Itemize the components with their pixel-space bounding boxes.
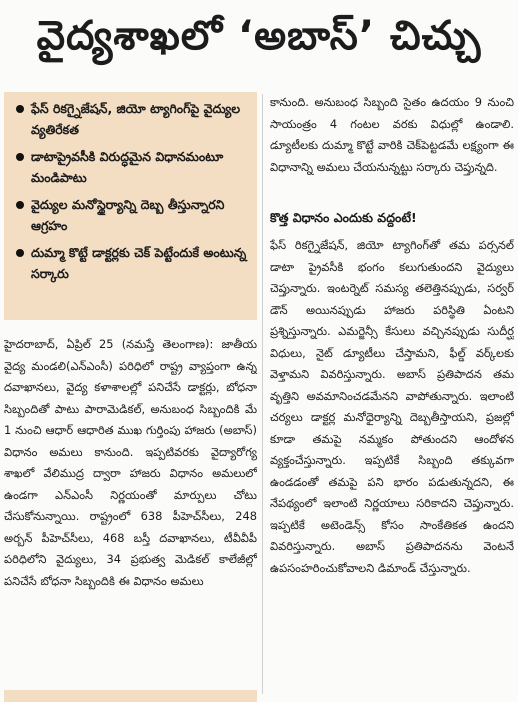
highlight-item bbox=[10, 146, 251, 188]
highlights-box bbox=[4, 92, 257, 320]
highlight-text: డాటాప్రైవసీకి విరుద్ధమైన విధానమంటూ మండిపాటు bbox=[31, 149, 224, 185]
left-body-paragraph: హైదరాబాద్, ఏప్రిల్ 25 (నమస్తే తెలంగాణ): జాతీయ వైద్య మండలి(ఎన్ఎంసీ) పరిధిలో రాష్ట్ర వ్యాప్తంగా ఉన్న దవాఖానలు, వైద్య కళాశాలల్లో పనిచేసే డాక్టర్లు, బోధనా సిబ్బందితో పాటు పారామెడికల్, అనుబంధ సిబ్బందికి మే 1 నుంచి ఆధార్ ఆధారిత ముఖ గుర్తింపు హాజరు (అబాస్) విధానం అమలు కానుంది. ఇప్పటివరకు వైద్యారోగ్య శాఖలో వేలిముద్ర ద్వారా హాజరు విధానం అమలులో ఉండగా ఎన్ఎంసీ నిర్ణయంతో మార్పులు చోటు చేసుకోనున్నాయి. రాష్ట్రంలో 638 పీహెచ్‌సీలు, 248 అర్బన్ పీహెచ్‌సీలు, 468 బస్తీ దవాఖానలు, టీవీవీపీ పరిధిలోని వైద్యులు, 34 ప్రభుత్వ మెడికల్ కాలేజీల్లో పనిచేసే బోధనా సిబ్బందికి ఈ విధానం అమలు bbox=[4, 337, 257, 588]
highlight-item bbox=[10, 242, 251, 284]
next-highlight-box bbox=[4, 690, 257, 702]
highlight-text: ఫేస్ రికగ్నైజేషన్, జియో ట్యాగింగ్‌పై వైద్యుల వ్యతిరేకత bbox=[31, 101, 241, 137]
bullet-icon bbox=[16, 201, 24, 209]
bullet-icon bbox=[16, 105, 24, 113]
right-body-paragraph-2: ఫేస్ రికగ్నైజేషన్, జియో ట్యాగింగ్‌తో తమ పర్సనల్ డాటా ప్రైవసీకి భంగం కలుగుతుందని వైద్యులు చెప్తున్నారు. ఇంటర్నెట్ సమస్య తలెత్తినప్పుడు, సర్వర్ డౌన్ అయినప్పుడు హాజరు పరిస్థితి ఏంటని ప్రశ్నిస్తున్నారు. ఎమర్జెన్సీ కేసులు వచ్చినప్పుడు సుదీర్ఘ విధులు, నైట్ డ్యూటీలు చేస్తామని, ఫీల్డ్ వర్క్‌లకు వెళ్తామని వివరిస్తున్నారు. అబాస్ ప్రతిపాదన తమ వృత్తిని అవమానించడమేనని వాపోతున్నారు. ఇలాంటి చర్యలు డాక్టర్ల మనోధైర్యాన్ని దెబ్బతీస్తాయని, ప్రజల్లో కూడా తమపై నమ్మకం పోతుందని ఆందోళన వ్యక్తంచేస్తున్నారు. ఇప్పటికే సిబ్బంది తక్కువగా ఉండడంతో తమపై పని భారం పడుతున్నదని, ఈ నేపథ్యంలో ఇలాంటి నిర్ణయాలు సరికాదని చెప్తున్నారు. ఇప్పటికే అటెండెన్స్ కోసం సాంకేతికత ఉందని వివరిస్తున్నారు. అబాస్ ప్రతిపాదనను వెంటనే ఉపసంహరించుకోవాలని డిమాండ్ చేస్తున్నారు. bbox=[270, 238, 514, 575]
highlight-item bbox=[10, 194, 251, 236]
highlight-text: వైద్యుల మనోస్థైర్యాన్ని దెబ్బ తీస్తున్నారని ఆగ్రహం bbox=[31, 197, 225, 233]
highlight-item bbox=[10, 98, 251, 140]
bullet-icon bbox=[16, 249, 24, 257]
right-column bbox=[270, 92, 514, 675]
right-body-paragraph-1: కానుంది. అనుబంధ సిబ్బంది సైతం ఉదయం 9 నుంచి సాయంత్రం 4 గంటల వరకు విధుల్లో ఉండాలి. డ్యూటీలకు దుమ్మా కొట్టే వారికి చెక్‌పెట్టడమే లక్ష్యంగా ఈ విధానాన్ని అమలు చేయనున్నట్టు సర్కారు చెప్తున్నది. bbox=[270, 95, 514, 174]
column-divider bbox=[262, 94, 263, 694]
headline: వైద్యశాఖలో ‘అబాస్’ చిచ్చు bbox=[36, 13, 482, 59]
subheading: కొత్త విధానం ఎందుకు వద్దంటే! bbox=[270, 210, 417, 225]
left-column bbox=[4, 92, 257, 694]
bullet-icon bbox=[16, 153, 24, 161]
highlight-text: దుమ్మా కొట్టే డాక్టర్లకు చెక్ పెట్టేందుకే అంటున్న సర్కారు bbox=[31, 245, 247, 281]
